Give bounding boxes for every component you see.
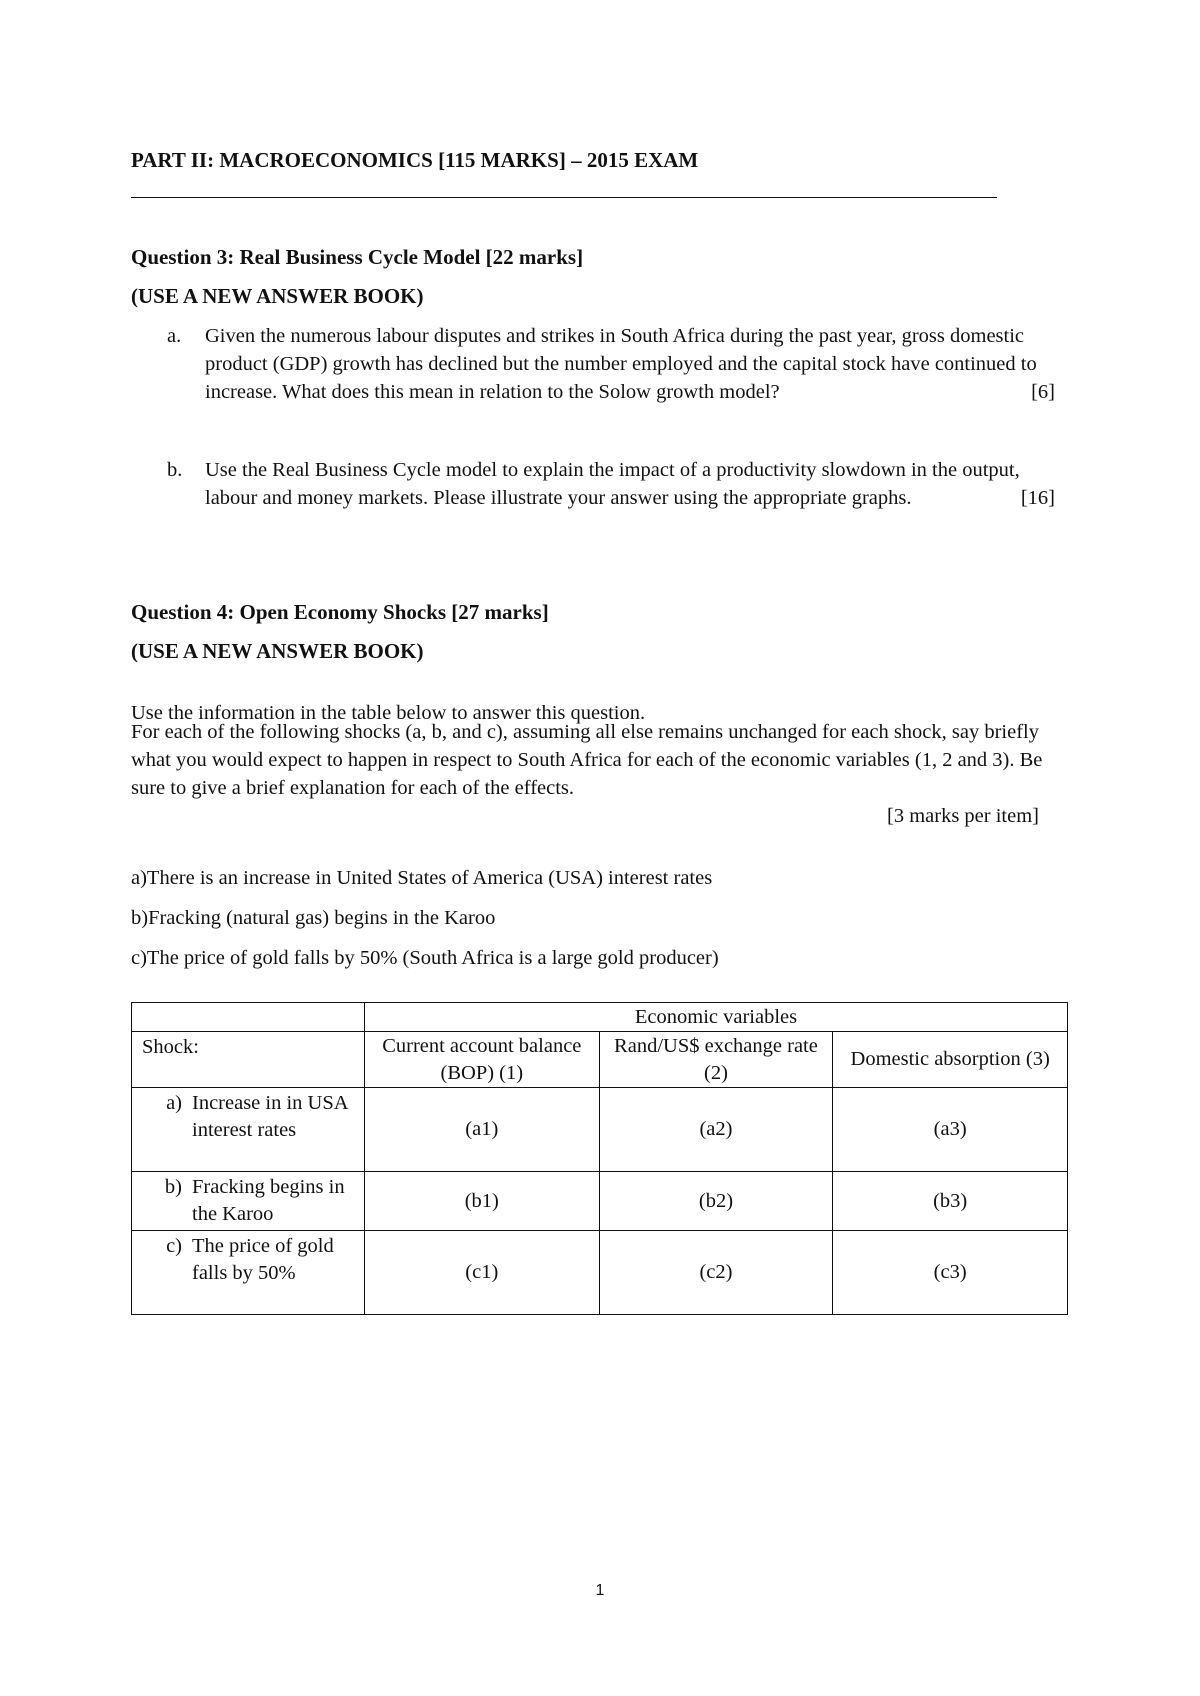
table-cell: (c2) bbox=[599, 1231, 833, 1315]
table-cell: (c3) bbox=[833, 1231, 1068, 1315]
table-group-header-row bbox=[132, 1003, 1068, 1032]
table-cell: (a3) bbox=[833, 1088, 1068, 1172]
title-divider bbox=[131, 197, 997, 198]
question-4-intro: Use the information in the table below to answer this question. bbox=[131, 701, 646, 724]
table-header-current-account: Current account balance (BOP) (1) bbox=[364, 1032, 599, 1088]
table-row-shock bbox=[132, 1231, 365, 1315]
item-marks: [6] bbox=[1031, 381, 1055, 403]
question-4-marks: [3 marks per item] bbox=[887, 805, 1039, 827]
question-3-item-b bbox=[167, 456, 1067, 512]
table-header-domestic-absorption: Domestic absorption (3) bbox=[833, 1032, 1068, 1088]
question-3-instruction: (USE A NEW ANSWER BOOK) bbox=[131, 284, 424, 308]
shock-table bbox=[131, 1002, 1068, 1315]
table-empty-cell bbox=[132, 1003, 365, 1032]
row-shock-text: Fracking begins in the Karoo bbox=[192, 1176, 345, 1225]
item-marks: [16] bbox=[1020, 487, 1055, 509]
question-3-item-a bbox=[167, 322, 1067, 406]
table-header-shock: Shock: bbox=[132, 1032, 365, 1088]
question-4-instruction: (USE A NEW ANSWER BOOK) bbox=[131, 639, 424, 663]
page-number: 1 bbox=[595, 1582, 605, 1599]
item-label: b. bbox=[167, 459, 183, 481]
table-cell: (b1) bbox=[364, 1172, 599, 1231]
row-shock-text: Increase in in USA interest rates bbox=[192, 1092, 348, 1141]
table-row-shock bbox=[132, 1172, 365, 1231]
item-label: a. bbox=[167, 325, 182, 347]
shock-b: b)Fracking (natural gas) begins in the Karoo bbox=[131, 906, 496, 929]
shock-a: a)There is an increase in United States of America (USA) interest rates bbox=[131, 866, 713, 889]
table-group-header: Economic variables bbox=[364, 1003, 1067, 1032]
table-row bbox=[132, 1088, 1068, 1172]
table-cell: (b2) bbox=[599, 1172, 833, 1231]
table-row bbox=[132, 1172, 1068, 1231]
table-cell: (a1) bbox=[364, 1088, 599, 1172]
question-4-heading: Question 4: Open Economy Shocks [27 marks] bbox=[131, 600, 549, 624]
question-3-heading: Question 3: Real Business Cycle Model [22 marks] bbox=[131, 245, 584, 269]
item-text: Use the Real Business Cycle model to explain the impact of a productivity slowdown in the output, labour and money markets. Please illustrate your answer using the appropriate graphs. bbox=[205, 459, 1020, 509]
row-label: b) bbox=[164, 1176, 182, 1198]
table-row bbox=[132, 1231, 1068, 1315]
row-label: c) bbox=[166, 1235, 182, 1257]
table-cell: (a2) bbox=[599, 1088, 833, 1172]
table-header-exchange-rate: Rand/US$ exchange rate (2) bbox=[599, 1032, 833, 1088]
question-4-body-text: For each of the following shocks (a, b, and c), assuming all else remains unchanged for each shock, say briefly what you would expect to happen in respect to South Africa for each of the economic variables (1, 2 and 3). Be sure to give a brief explanation for each of the effects. bbox=[131, 721, 1043, 799]
table-cell: (c1) bbox=[364, 1231, 599, 1315]
table-row-shock bbox=[132, 1088, 365, 1172]
table-cell: (b3) bbox=[833, 1172, 1068, 1231]
shock-c: c)The price of gold falls by 50% (South Africa is a large gold producer) bbox=[131, 946, 719, 969]
page-title: PART II: MACROECONOMICS [115 MARKS] – 2015 EXAM bbox=[131, 148, 699, 172]
row-label: a) bbox=[166, 1092, 182, 1114]
question-4-body bbox=[131, 718, 1051, 830]
row-shock-text: The price of gold falls by 50% bbox=[192, 1235, 334, 1284]
item-text: Given the numerous labour disputes and strikes in South Africa during the past year, gross domestic product (GDP) growth has declined but the number employed and the capital stock have continued to increase. What does this mean in relation to the Solow growth model? bbox=[205, 325, 1037, 403]
table-header-row bbox=[132, 1032, 1068, 1088]
